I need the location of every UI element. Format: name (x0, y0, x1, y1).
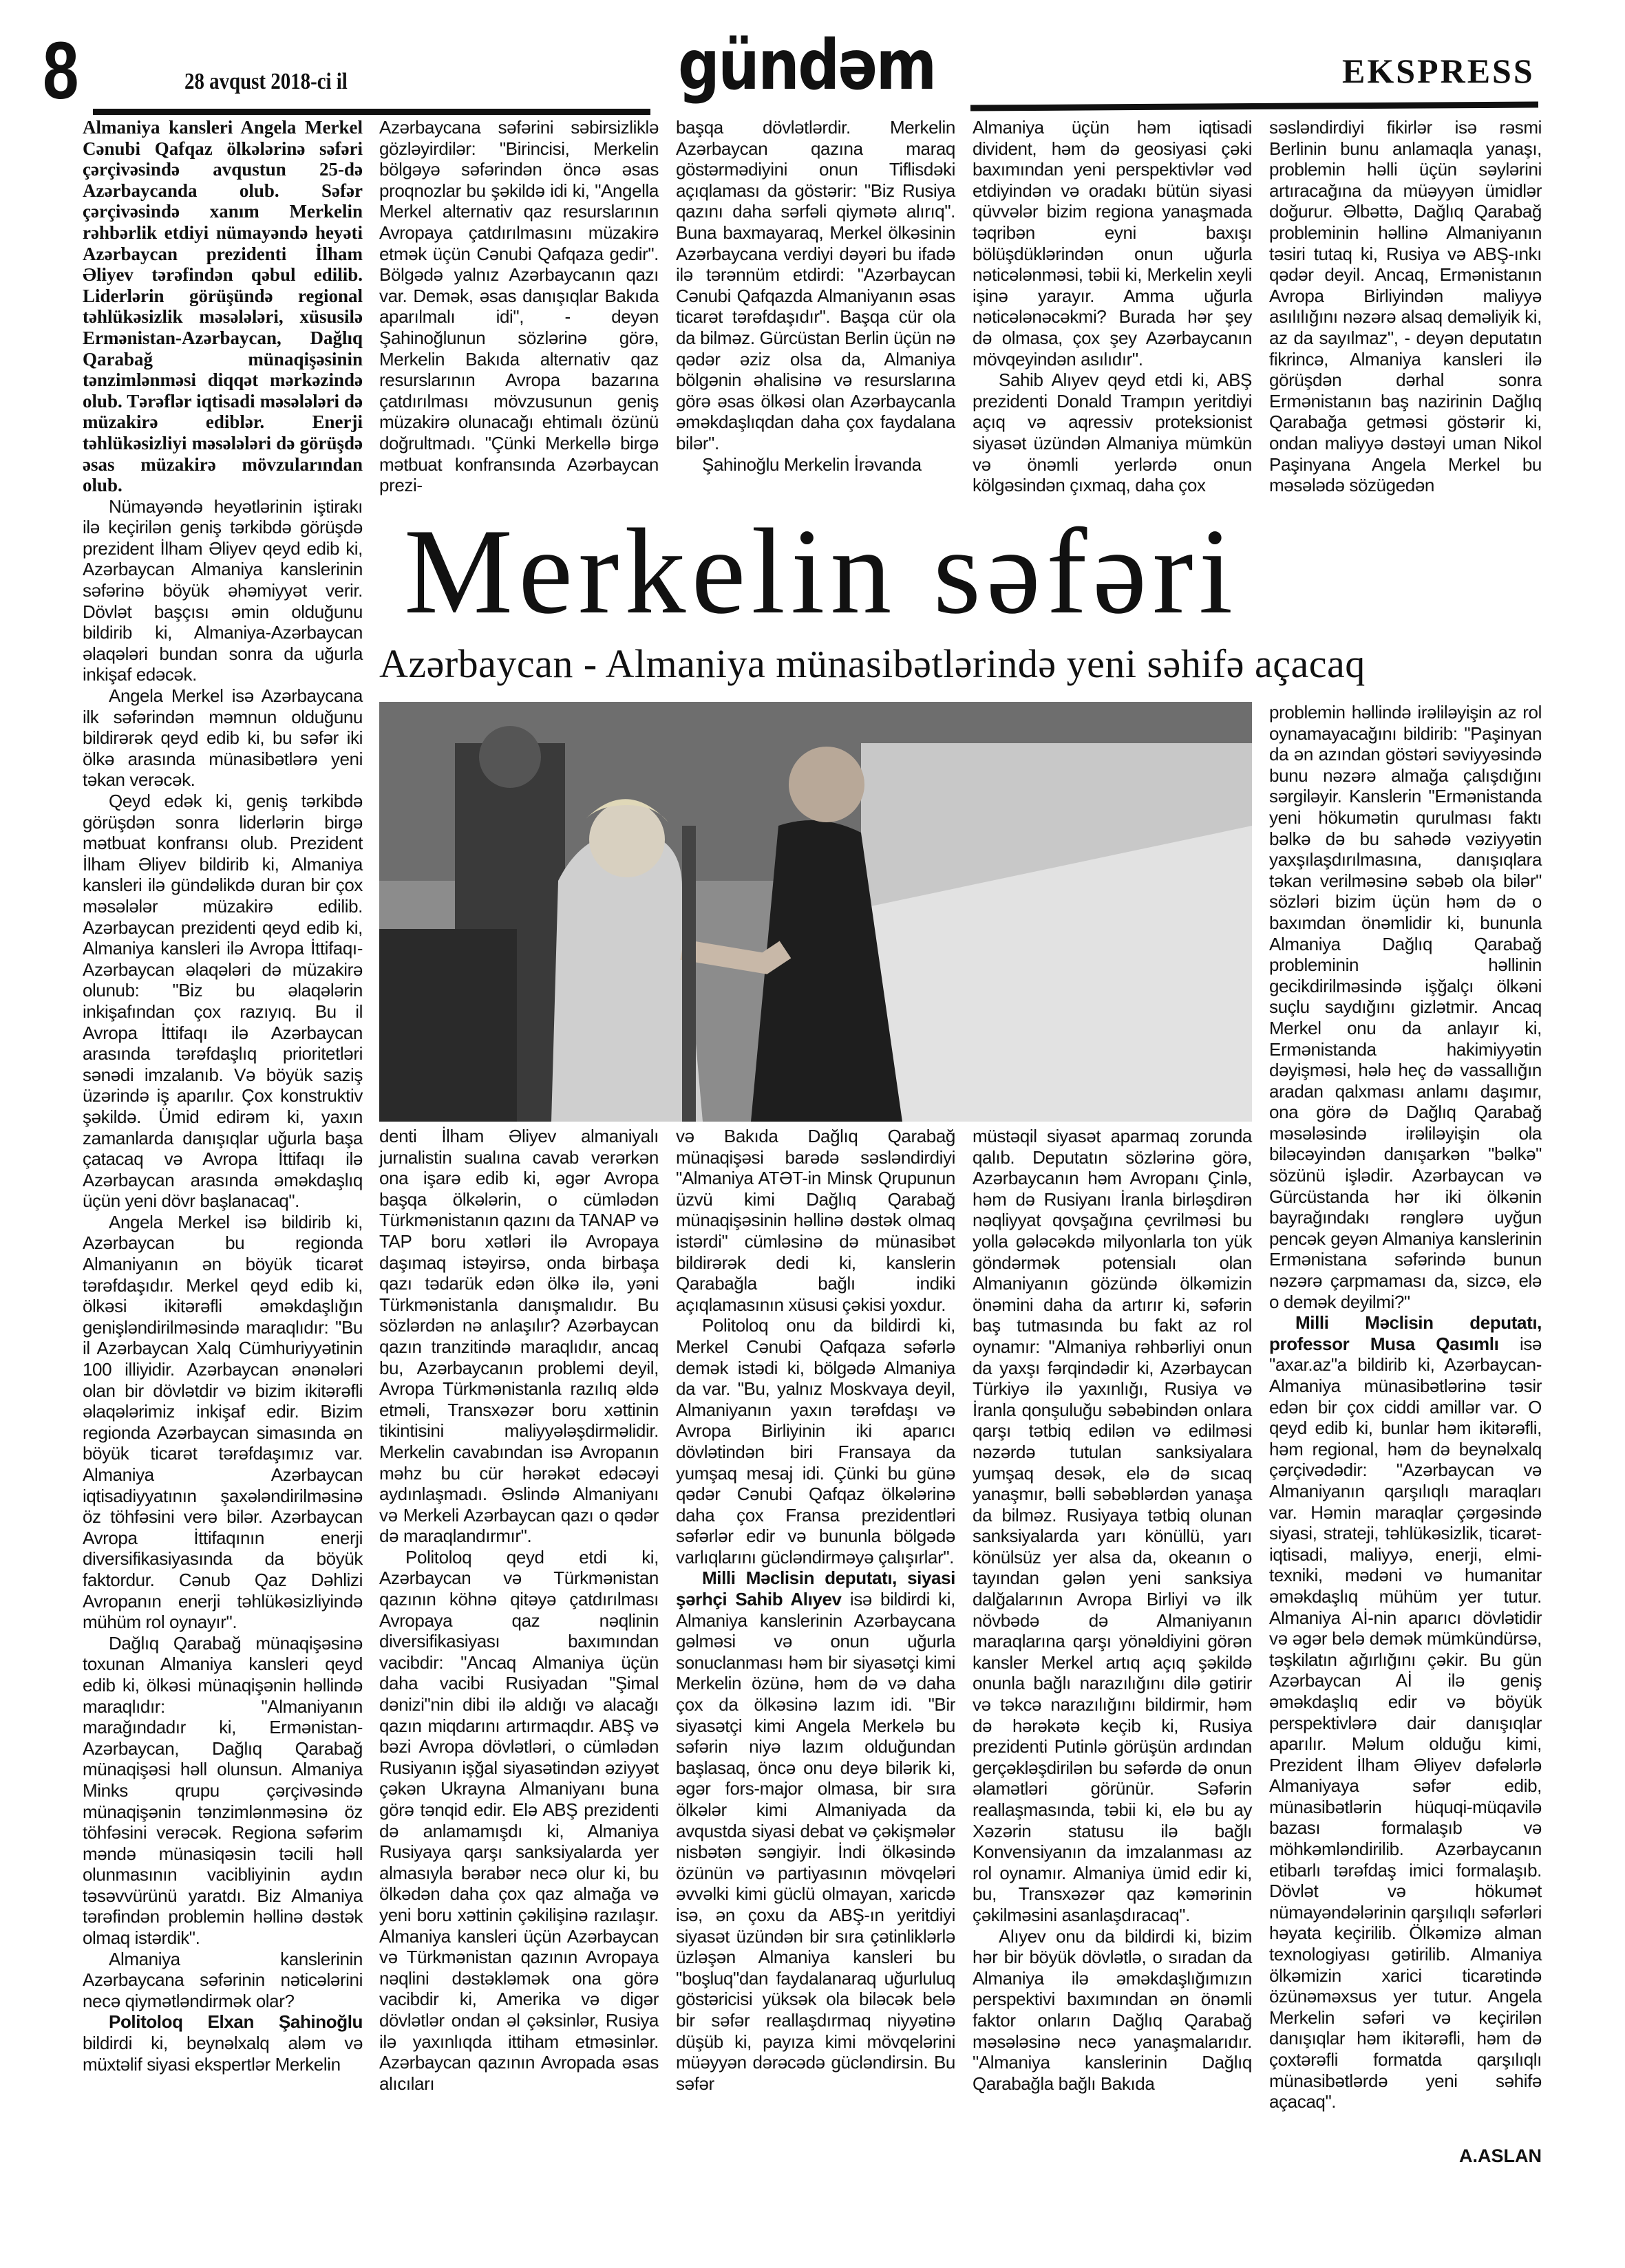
paragraph (83, 1949, 363, 2012)
paragraph-text: denti İlham Əliyev almaniyalı jurnalistin sualına cavab verərkən ona işarə edib ki, əgər Avropa başqa ölkələrin, o cümlədən Türkmənistanın qazını da TANAP və TAP boru xətləri ilə Avropaya daşımaq istəyirsə, onda birbaşa qazı tədarük edən ölkə ilə, yəni Türkmənistanla danışmalıdır. Bu sözlərdən nə anlaşılır? Azərbaycan qazın tranzitində maraqlıdır, ancaq bu, Azərbaycanın problemi deyil, Avropa Türkmənistanla razılıq əldə etməli, Transxəzər boru xəttinin tikintisini maliyyələşdirməlidir. Merkelin cavabından isə Avropanın məhz bu cür hərəkət edəcəyi aydınlaşmadı. Əslində Almaniyanı və Merkeli Azərbaycan qazı o qədər də maraqlandırmır". (379, 1126, 659, 1547)
paragraph (676, 117, 955, 454)
paragraph (1269, 702, 1542, 1312)
paragraph-text: problemin həllində irəliləyişin az rol oynamayacağını bildirib: "Paşinyan da ən azından göstəri səviyyəsində bunu nəzərə almağa çalışdığını sərgiləyir. Kanslerin "Ermənistanda yeni hökumətin qurulması faktı bəlkə də bu sahədə vəziyyətin yaxşılaşdırılmasına, danışıqlara təkan verilməsinə səbəb ola bilər" sözləri bizim üçün həm də o baxımdan önəmlidir ki, bununla Almaniya Dağlıq Qarabağ probleminin həllinin gecikdirilməsində işğalçı ölkəni suçlu saydığını gizlətmir. Ancaq Merkel onu da anlayır ki, Ermənistanda hakimiyyətin dəyişməsi, hələ heç də vassallığın aradan qalxması anlamı daşımır, ona görə də Dağlıq Qarabağ məsələsində irəliləyişin ola biləcəyindən danışarkən "bəlkə" sözünü işlədir. Azərbaycan və Gürcüstanda hər iki ölkənin bayrağındakı rənglərə uyğun pencək geyən Almaniya kanslerinin Ermənistana səfərində bunun nəzərə çarpmaması da, sizcə, elə o demək deyilmi?" (1269, 702, 1542, 1312)
paragraph (379, 117, 659, 496)
paragraph-text: müstəqil siyasət aparmaq zorunda qalıb. Deputatın sözlərinə görə, Azərbaycanın həm Avropanı Çinlə, həm də Rusiyanı İranla birləşdirən nəqliyyat qovşağına çevrilməsi bu yolla gələcəkdə milyonlarla ton yük göndərmək potensialı olan Almaniyanın gözündə ölkəmizin önəmini daha da artırır ki, səfərin baş tutmasında bu fakt az rol oynamır: "Almaniya rəhbərliyi onun da yaxşı fərqindədir ki, Azərbaycan Türkiyə ilə yaxınlığı, Rusiya və İranla qonşuluğu səbəbindən onlara qarşı tətbiq edilən və edilməsi nəzərdə tutulan sanksiyalara yumşaq desək, elə də sıcaq yanaşmır, bəlli səbəblərdən yanaşa da bilməz. Rusiyaya tətbiq olunan sanksiyalarda yarı könüllü, yarı könülsüz yer alsa da, okeanın o tayından gələn yeni sanksiya dalğalarının Avropa Birliyi və ilk növbədə də Almaniyanın maraqlarına qarşı yönəldiyini görən kansler Merkel artıq açıq şəkildə onunla bağlı narazılığını dilə gətirir və təkcə narazılığını bildirmir, həm də hərəkətə keçib ki, Rusiya prezidenti Putinlə görüşün ardından gerçəkləşdirilən bu səfərdə də onun əlamətləri görünür. Səfərin reallaşmasında, təbii ki, elə bu ay Xəzərin statusu ilə bağlı Konvensiyanın da imzalanması az rol oynamır. Almaniya ümid edir ki, bu, Transxəzər qaz kəmərinin çəkilməsini asanlaşdıracaq". (973, 1126, 1252, 1925)
paragraph (83, 117, 363, 496)
column-5-top (1269, 117, 1542, 496)
article-subtitle: Azərbaycan - Almaniya münasibətlərində yeni səhifə açacaq (379, 641, 1366, 686)
paragraph-text: Angela Merkel isə bildirib ki, Azərbaycan bu regionda Almaniyanın ən böyük ticarət tərəfdaşıdır. Merkel qeyd edib ki, ölkəsi ikitərəfli əməkdaşlığın genişləndirilməsində maraqlıdır: "Bu il Azərbaycan Xalq Cümhuriyyətinin 100 illiyidir. Azərbaycan ənənələri olan bir dövlətdir və bizim ikitərəfli əlaqələrimiz inkişaf edir. Bizim regionda Azərbaycan simasında ən böyük ticarət tərəfdaşımız var. Almaniya Azərbaycan iqtisadiyyatının şaxələndirilməsinə öz töhfəsini verə bilər. Azərbaycan Avropa İttifaqının enerji diversifikasiyasında da böyük faktordur. Cənub Qaz Dəhlizi Avropanın enerji təhlükəsizliyində mühüm rol oynayır". (83, 1211, 363, 1633)
column-3-top (676, 117, 955, 475)
lead-paragraph-text: Almaniya kansleri Angela Merkel Cənubi Qafqaz ölkələrinə səfəri çərçivəsində avqustun 25-də Azərbaycanda olub. Səfər çərçivəsində xanım Merkelin rəhbərlik etdiyi nümayəndə heyəti Azərbaycan prezidenti İlham Əliyev tərəfindən qəbul edilib. Liderlərin görüşündə regional təhlükəsizlik məsələləri, xüsusilə Ermənistan-Azərbaycan, Dağlıq Qarabağ münaqişəsinin tənzimlənməsi diqqət mərkəzində olub. Tərəflər iqtisadi məsələləri də müzakirə ediblər. Enerji təhlükəsizliyi məsələləri də görüşdə əsas müzakirə mövzularından olub. (83, 117, 363, 496)
header-rule-right (970, 101, 1538, 111)
paragraph (973, 117, 1252, 370)
paragraph-text: isə bildirdi ki, Almaniya kanslerinin Azərbaycana gəlməsi və onun uğurla sonuclanması həm bir siyasətçi kimi Merkelin özünə, həm də və daha çox da ölkəsinə lazım idi. "Bir siyasətçi kimi Angela Merkelə bu səfərin niyə lazım olduğundan başlasaq, öncə onu deyə bilərik ki, əgər fors-major olmasa, bir sıra ölkələr kimi Almaniyada da avqustda siyasi debat və çəkişmələr nisbətən səngiyir. İndi ölkəsində özünün və partiyasının mövqeləri əvvəlki kimi güclü olmayan, xaricdə isə, ən çoxu da ABŞ-ın yeritdiyi siyasət üzündən bir sıra çətinliklərlə üzləşən Almaniya kansleri bu "boşluq"dan faydalanaraq uğurluluq göstəricisi yüksək ola biləcək belə bir səfər reallaşdırmaq niyyətinə düşüb ki, payıza kimi mövqelərini müəyyən dərəcədə gücləndirsin. Bu səfər (676, 1589, 955, 2094)
speaker-name: Milli Məclisin deputatı, professor Musa Qasımlı (1269, 1312, 1542, 1354)
paragraph-text: və Bakıda Dağlıq Qarabağ münaqişəsi barədə səsləndirdiyi "Almaniya ATƏT-in Minsk Qrupunun üzvü kimi Dağlıq Qarabağ münaqişəsinin həllinə dəstək olmaq istərdi" cümləsinə də münasibət bildirərək dedi ki, kanslerin Qarabağla bağlı indiki açıqlamasının xüsusi çəkisi yoxdur. (676, 1126, 955, 1315)
photo-merkel-aliyev-handshake (379, 702, 1252, 1122)
column-1 (83, 117, 363, 2075)
paragraph-text: Almaniya kanslerinin Azərbaycana səfərinin nəticələrini necə qiymətləndirmək olar? (83, 1948, 363, 2011)
speaker-name: Milli Məclisin deputatı, siyasi şərhçi Sahib Alıyev (676, 1568, 955, 1610)
article-photo (379, 702, 1252, 1122)
paragraph-text: Almaniya üçün həm iqtisadi divident, həm də geosiyasi çəki baxımından yeni perspektivlər vəd etdiyindən və oradakı bütün siyasi qüvvələr bizim regiona yanaşmada təqribən eyni baxışı bölüşdüklərindən onun uğurla nəticələnməsi, təbii ki, Merkelin xeyli işinə yarayır. Amma uğurla nəticələnəcəkmi? Burada hər şey də olmasa, çox şey Azərbaycanın mövqeyindən asılıdır". (973, 117, 1252, 370)
paragraph-text: Nümayəndə heyətlərinin iştirakı ilə keçirilən geniş tərkibdə görüşdə prezident İlham Əliyev qeyd edib ki, Azərbaycan Almaniya kanslerinin səfərinə böyük əhəmiyyət verir. Dövlət başçısı əmin olduğunu bildirib ki, Almaniya-Azərbaycan əlaqələri bundan sonra da uğurla inkişaf edəcək. (83, 495, 363, 685)
issue-date: 28 avqust 2018-ci il (184, 69, 348, 94)
paragraph (1269, 1312, 1542, 2112)
paragraph (973, 1126, 1252, 1926)
paragraph-text: Alıyev onu da bildirdi ki, bizim hər bir böyük dövlətlə, o sıradan da Almaniya ilə əməkdaşlığımızın perspektivi baxımından ən önəmli faktor onların Dağlıq Qarabağ məsələsinə necə yanaşmalarıdır. "Almaniya kanslerinin Dağlıq Qarabağla bağlı Bakıda (973, 1925, 1252, 2094)
paragraph-text: Azərbaycana səfərini səbirsizliklə gözləyirdilər: "Birincisi, Merkelin bölgəyə səfərindən öncə əsas proqnozlar bu şəkildə idi ki, "Angella Merkel alternativ qaz resurslarının Avropaya çatdırılmasını müzakirə etmək üçün Cənubi Qafqaza gedir". Bölgədə yalnız Azərbaycanın qazı var. Demək, əsas danışıqlar Bakıda aparılmalı idi", - deyən Şahinoğlunun sözlərinə görə, Merkelin Bakıda alternativ qaz resurslarının Avropa bazarına çatdırılması mövzusunun geniş müzakirə olunacağı ehtimalı özünü doğrultmadı. "Çünki Merkellə birgə mətbuat konfransında Azərbaycan prezi- (379, 117, 659, 496)
newspaper-name: EKSPRESS (1342, 52, 1535, 90)
paragraph (676, 1568, 955, 2094)
speaker-name: Politoloq Elxan Şahinoğlu (109, 2011, 363, 2033)
paragraph (83, 496, 363, 685)
paragraph (973, 370, 1252, 496)
article-title: Merkelin səfəri (403, 503, 1239, 639)
paragraph-text: Şahinoğlu Merkelin İrəvanda (702, 453, 922, 475)
section-title: gündəm (678, 25, 935, 105)
paragraph-text: səsləndirdiyi fikirlər isə rəsmi Berlinin bunu anlamaqla yanaşı, problemin həlli üçün səylərini artıracağına da müəyyən ümidlər doğurur. Əlbəttə, Dağlıq Qarabağ probleminin həllinə Almaniyanın təsiri tutaq ki, Rusiya və ABŞ-ınkı qədər deyil. Ancaq, Ermənistanın Avropa Birliyindən maliyyə asılılığını nəzərə alsaq deməliyik ki, az da sayılmaz", - deyən deputatın fikrincə, Almaniya kansleri ilə görüşdən dərhal sonra Ermənistanın baş nazirinin Dağlıq Qarabağa getməsi göstərir ki, ondan maliyyə dəstəyi uman Nikol Paşinyana Angela Merkel bu məsələdə sözügedən (1269, 117, 1542, 496)
author-byline: A.ASLAN (1459, 2146, 1542, 2166)
paragraph-text: Politoloq qeyd etdi ki, Azərbaycan və Türkmənistan qazının köhnə qitəyə çatdırılması Avropaya qaz nəqlinin diversifikasiyası baxımından vacibdir: "Ancaq Almaniya üçün daha vacibi Rusiyadan "Şimal dənizi"nin dibi ilə aldığı və alacağı qazın miqdarını artırmaqdır. ABŞ və bəzi Avropa dövlətləri, o cümlədən Rusiyanın işğal siyasətindən əziyyət çəkən Ukrayna Almaniyanı buna görə tənqid edir. Elə ABŞ prezidenti də anlamamışdı ki, Almaniya Rusiyaya qarşı sanksiyalarda yer almasıyla bərabər necə olur ki, bu ölkədən daha çox qaz almağa və yeni boru xəttinin çəkilişinə razılaşır. Almaniya kansleri üçün Azərbaycan və Türkmənistan qazının Avropaya nəqlini dəstəkləmək ona görə vacibdir ki, Amerika və digər dövlətlər ondan əl çəksinlər, Rusiya ilə yaxınlıqda ittiham etməsinlər. Azərbaycan qazının Avropada əsas alıcıları (379, 1546, 659, 2094)
paragraph (83, 685, 363, 791)
paragraph (83, 1633, 363, 1949)
paragraph-text: Politoloq onu da bildirdi ki, Merkel Cənubi Qafqaza səfərlə demək istədi ki, bölgədə Almaniya da var. "Bu, yalnız Moskvaya deyil, Almaniyanın yaxın tərəfdaşı və Avropa Birliyinin iki aparıcı dövlətindən biri Fransaya da yumşaq mesaj idi. Çünki bu günə qədər Cənubi Qafqaz ölkələrinə daha çox Fransa prezidentləri səfərlər edir və bununla bölgədə varlıqlarını gücləndirməyə çalışırlar". (676, 1315, 955, 1568)
paragraph (379, 1547, 659, 2094)
paragraph (83, 791, 363, 1212)
column-4-bottom (973, 1126, 1252, 2094)
column-2-bottom (379, 1126, 659, 2094)
header-rule-left (93, 109, 650, 115)
paragraph (676, 1315, 955, 1568)
column-5-bottom (1269, 702, 1542, 2112)
paragraph (83, 2011, 363, 2075)
paragraph-text: başqa dövlətlərdir. Merkelin Azərbaycan qazına maraq göstərmədiyini onun Tiflisdəki açıqlaması da göstərir: "Biz Rusiya qazını daha sərfəli qiymətə alırıq". Buna baxmayaraq, Merkel ölkəsinin Azərbaycana verdiyi dəyəri bu ifadə ilə tərənnüm etdirdi: "Azərbaycan Cənubi Qafqazda Almaniyanın əsas ticarət tərəfdaşıdır". Başqa cür ola da bilməz. Gürcüstan Berlin üçün nə qədər əziz olsa da, Almaniya bölgənin əhalisinə və resurslarına görə əsas ölkəsi olan Azərbaycanla əməkdaşlıqdan daha çox faydalana bilər". (676, 117, 955, 453)
paragraph (676, 1126, 955, 1315)
paragraph (676, 454, 955, 475)
paragraph (1269, 117, 1542, 496)
paragraph-text: Sahib Alıyev qeyd etdi ki, ABŞ prezidenti Donald Trampın yeritdiyi açıq və aqressiv proteksionist siyasət üzündən Almaniya mümkün və önəmli yerlərdə onun kölgəsindən çıxmaq, daha çox (973, 370, 1252, 496)
column-3-bottom (676, 1126, 955, 2094)
paragraph (973, 1926, 1252, 2095)
paragraph-text: bildirdi ki, beynəlxalq aləm və müxtəlif siyasi ekspertlər Merkelin (83, 2033, 363, 2075)
paragraph-text: isə "axar.az"a bildirib ki, Azərbaycan-Almaniya münasibətlərinə təsir edən bir çox ciddi amillər var. O qeyd edib ki, bunlar həm ikitərəfli, həm regional, həm də beynəlxalq çərçivədədir: "Azərbaycan və Almaniyanın qarşılıqlı maraqları var. Həmin maraqlar çərgəsində siyasi, strateji, təhlükəsizlik, ticarət-iqtisadi, maliyyə, enerji, elmi-texniki, mədəni və humanitar əməkdaşlıq mühüm yer tutur. Almaniya Aİ-nin aparıcı dövlətidir və əgər belə demək mümkündürsə, təşkilatın ağırlığını çəkir. Bu gün Azərbaycan Aİ ilə geniş əməkdaşlıq edir və böyük perspektivlərə dair danışıqlar aparılır. Məlum olduğu kimi, Prezident İlham Əliyev dəfələrlə Almaniyaya səfər edib, münasibətlərin hüquqi-müqavilə bazası formalaşıb və möhkəmləndirilib. Azərbaycanın etibarlı tərəfdaş imici formalaşıb. Dövlət və hökumət nümayəndələrinin qarşılıqlı səfərləri həyata keçirilib. Ölkəmizə alman texnologiyası gətirilib. Almaniya ölkəmizin xarici ticarətində özünəməxsus yer tutur. Angela Merkelin səfəri və keçirilən danışıqlar həm ikitərəfli, həm də çoxtərəfli formatda qarşılıqlı münasibətlərdə yeni səhifə açacaq". (1269, 1333, 1542, 2112)
paragraph-text: Qeyd edək ki, geniş tərkibdə görüşdən sonra liderlərin birgə mətbuat konfransı olub. Prezident İlham Əliyev bildirib ki, Almaniya kansleri ilə gündəlikdə duran bir çox məsələlər müzakirə edilib. Azərbaycan prezidenti qeyd edib ki, Almaniya kansleri ilə Avropa İttifaqı-Azərbaycan əlaqələri də müzakirə olunub: "Biz bu əlaqələrin inkişafından çox razıyıq. Bu il Avropa İttifaqı ilə Azərbaycan arasında tərəfdaşlıq prioritetləri sənədi imzalanıb. Və böyük saziş üzərində iş aparılır. Çox konstruktiv şəkildə. Ümid edirəm ki, yaxın zamanlarda danışıqlar uğurla başa çatacaq və Avropa İttifaqı ilə Azərbaycan arasında əməkdaşlıq üçün yeni dövr başlanacaq". (83, 791, 363, 1212)
paragraph-text: Dağlıq Qarabağ münaqişəsinə toxunan Almaniya kansleri qeyd edib ki, ölkəsi münaqişənin həllində maraqlıdır: "Almaniyanın marağındadır ki, Ermənistan-Azərbaycan, Dağlıq Qarabağ münaqişəsi həll olunsun. Almaniya Minks qrupu çərçivəsində münaqişənin tənzimlənməsinə öz töhfəsini verəcək. Regiona səfərim məndə münasiqəsin təcili həll olunmasının vacibliyinin aydın təsəvvürünü yaratdı. Biz Almaniya tərəfindən problemin həllinə dəstək olmaq istərdik". (83, 1632, 363, 1949)
column-4-top (973, 117, 1252, 496)
page-number: 8 (43, 25, 79, 116)
paragraph (83, 1212, 363, 1633)
paragraph-text: Angela Merkel isə Azərbaycana ilk səfərindən məmnun olduğunu bildirərək qeyd edib ki, bu səfər iki ölkə arasında münasibətlərə yeni təkan verəcək. (83, 685, 363, 791)
column-2-top (379, 117, 659, 496)
paragraph (379, 1126, 659, 1547)
